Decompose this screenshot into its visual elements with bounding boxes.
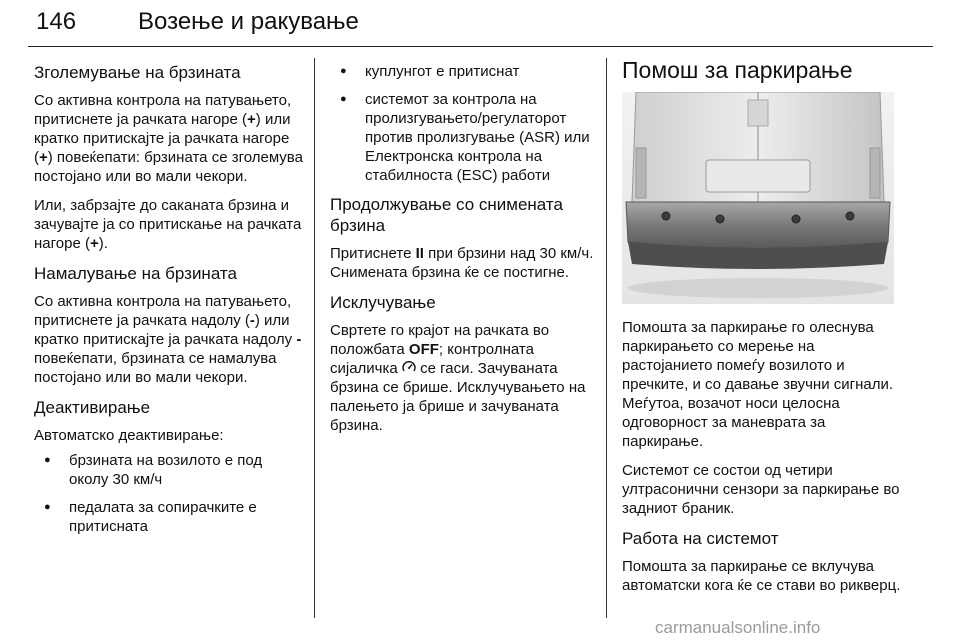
column-divider [606, 58, 607, 618]
minus-symbol: - [249, 312, 255, 329]
paragraph-decrease: Со активна контрола на патувањето, притиснете ја рачката надолу (-) или кратко притискајте ја рачката надолу - повеќепати, брзината се намалува постојано или во мали чекори. [34, 293, 302, 386]
off-label: OFF [408, 341, 439, 358]
plus-symbol: + [39, 149, 48, 166]
watermark: carmanualsonline.info [655, 618, 821, 637]
list-item: ● брзината на возилото е под околу 30 км/ч [34, 451, 304, 489]
paragraph-switch-off: Свртете го крајот на рачката во положбата OFF; контролната сијаличка се гаси. Зачуваната брзина се брише. Исклучувањето на палењето ја брише и зачуваната брзина. [330, 322, 586, 434]
page-title: Возење и ракување [138, 8, 359, 35]
deactivation-list-continued [330, 62, 595, 185]
heading-deactivation: Деактивирање [34, 398, 151, 417]
paragraph-parking-1: Помошта за паркирање го олеснува паркирањето со мерење на растојанието помеѓу возилото и пречките, и со давање звучни сигнали. Меѓутоа, возачот носи целосна одговорност за маневрата за паркирање. [622, 319, 894, 450]
pause-symbol: II [415, 245, 424, 262]
paragraph-increase-1: Со активна контрола на патувањето, притиснете ја рачката нагоре (+) или кратко притискајте ја рачката нагоре (+) повеќепати: брзината се зголемува постојано или во мали чекори. [34, 92, 303, 185]
list-item: ● куплунгот е притиснат [330, 62, 595, 81]
deactivation-list [34, 451, 304, 536]
list-item: ● системот за контрола на пролизгувањето/регулаторот против пролизгување (ASR) или Електронска контрола на стабилноста (ESC) работи [330, 90, 595, 185]
column-left [34, 62, 304, 545]
list-item: ● педалата за сопирачките е притисната [34, 498, 304, 536]
paragraph-resume: Притиснете II при брзини над 30 км/ч. Снимената брзина ќе се постигне. [330, 245, 594, 281]
column-right [622, 56, 902, 605]
plus-symbol: + [247, 111, 256, 128]
page-number: 146 [36, 8, 77, 35]
column-middle [330, 62, 595, 445]
heading-switch-off: Исклучување [330, 293, 436, 312]
paragraph-auto-deactivation: Автоматско деактивирање: [34, 427, 224, 444]
heading-decrease-speed: Намалување на брзината [34, 264, 237, 283]
heading-resume-speed: Продолжување со снимената брзина [330, 195, 563, 235]
heading-parking-assist: Помош за паркирање [622, 57, 853, 83]
page-header [28, 6, 933, 47]
paragraph-operation: Помошта за паркирање се вклучува автоматски кога ќе се стави во рикверц. [622, 558, 901, 594]
vehicle-rear-bumper-illustration [622, 92, 894, 304]
minus-symbol: - [296, 331, 302, 348]
paragraph-parking-2: Системот се состои од четири ултрасонични сензори за паркирање во задниот браник. [622, 462, 900, 517]
heading-increase-speed: Зголемување на брзината [34, 63, 241, 82]
plus-symbol: + [89, 235, 99, 252]
cruise-control-lamp-icon [402, 361, 416, 374]
heading-system-operation: Работа на системот [622, 529, 779, 548]
paragraph-increase-2: Или, забрзајте до саканата брзина и зачувајте ја со притискање на рачката нагоре (+). [34, 197, 302, 252]
column-divider [314, 58, 315, 618]
